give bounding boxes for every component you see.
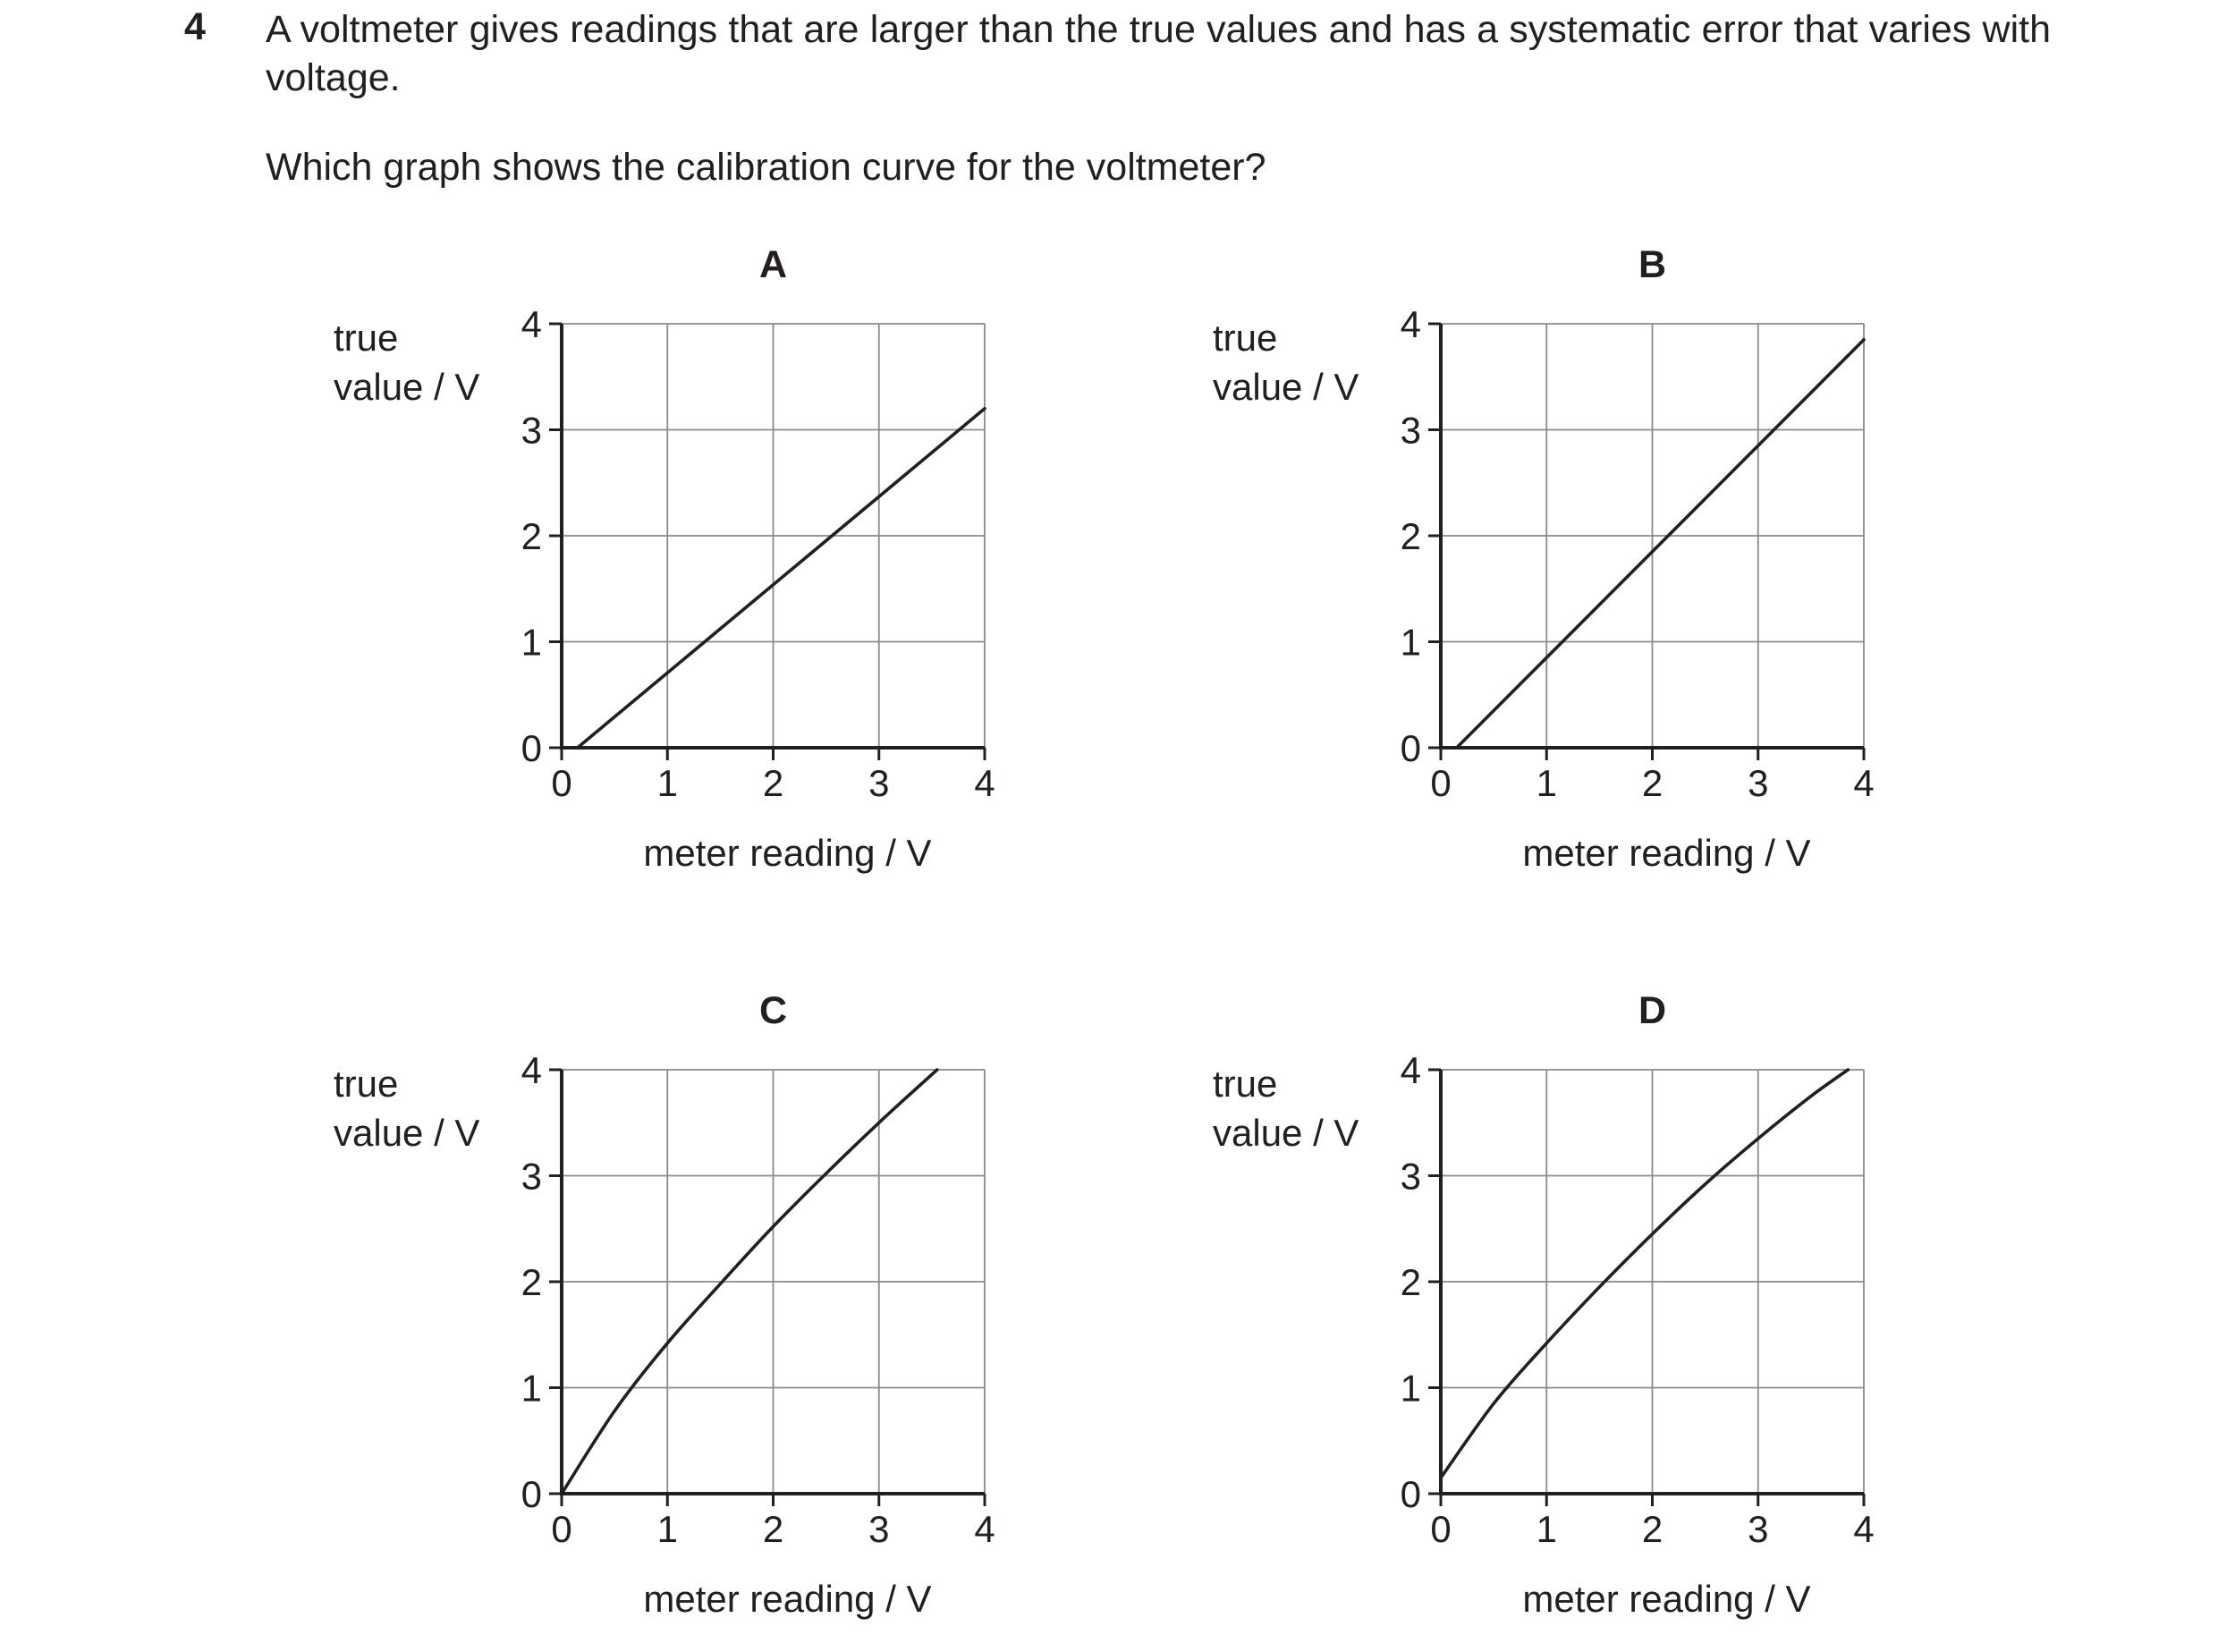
calibration-curve <box>1441 1070 1848 1478</box>
x-tick-label: 2 <box>1641 1508 1664 1550</box>
y-tick-label: 3 <box>1400 1155 1421 1198</box>
x-axis-label: meter reading / V <box>643 1578 932 1620</box>
graph-c <box>334 989 995 1620</box>
x-tick-label: 4 <box>974 1508 995 1550</box>
x-tick-label: 3 <box>868 1508 890 1550</box>
y-tick-label: 0 <box>1400 727 1421 769</box>
x-axis-label: meter reading / V <box>1522 832 1811 874</box>
x-tick-label: 0 <box>1430 1508 1452 1550</box>
x-axis-label: meter reading / V <box>643 832 932 874</box>
y-tick-label: 1 <box>521 621 542 664</box>
question-prompt: Which graph shows the calibration curve for the voltmeter? <box>266 146 1266 189</box>
y-axis-label: true value / V <box>1213 317 1359 408</box>
question-stem: A voltmeter gives readings that are larger than the true values and has a systematic error that varies with voltage. <box>266 8 2051 99</box>
y-tick-label: 4 <box>521 1049 542 1091</box>
x-tick-label: 1 <box>656 762 678 804</box>
calibration-curve <box>1457 340 1864 748</box>
graph-a <box>334 243 995 874</box>
x-tick-label: 4 <box>974 762 995 804</box>
x-tick-label: 0 <box>1430 762 1452 804</box>
x-tick-label: 2 <box>762 762 784 804</box>
y-tick-label: 3 <box>1400 409 1421 452</box>
x-tick-label: 2 <box>762 1508 784 1550</box>
x-tick-label: 1 <box>1536 1508 1557 1550</box>
y-tick-label: 3 <box>521 1155 542 1198</box>
x-tick-label: 3 <box>1748 1508 1769 1550</box>
y-tick-label: 1 <box>521 1367 542 1410</box>
graph-title: D <box>1638 989 1667 1032</box>
x-tick-label: 4 <box>1853 762 1875 804</box>
y-tick-label: 1 <box>1400 1367 1421 1410</box>
y-axis-label: true value / V <box>334 317 480 408</box>
x-tick-label: 3 <box>1748 762 1769 804</box>
graph-b <box>1213 243 1875 874</box>
x-tick-label: 0 <box>551 1508 572 1550</box>
y-tick-label: 4 <box>1400 1049 1421 1091</box>
graph-title: B <box>1638 243 1667 286</box>
y-tick-label: 1 <box>1400 621 1421 664</box>
x-tick-label: 2 <box>1641 762 1664 804</box>
question-number: 4 <box>184 5 206 48</box>
x-axis-label: meter reading / V <box>1522 1578 1811 1620</box>
y-tick-label: 3 <box>521 409 542 452</box>
graph-title: A <box>758 243 788 286</box>
x-tick-label: 4 <box>1853 1508 1875 1550</box>
y-tick-label: 0 <box>521 727 542 769</box>
y-tick-label: 4 <box>1400 303 1421 345</box>
y-tick-label: 2 <box>1400 1261 1421 1303</box>
x-tick-label: 0 <box>551 762 572 804</box>
y-tick-label: 2 <box>1400 515 1421 557</box>
x-tick-label: 3 <box>868 762 890 804</box>
graph-d <box>1213 989 1875 1620</box>
y-axis-label: true value / V <box>1213 1063 1359 1154</box>
x-tick-label: 1 <box>656 1508 678 1550</box>
x-tick-label: 1 <box>1536 762 1557 804</box>
graph-title: C <box>758 989 788 1032</box>
calibration-curve <box>578 409 985 748</box>
y-tick-label: 2 <box>521 1261 542 1303</box>
y-tick-label: 0 <box>521 1473 542 1515</box>
y-tick-label: 0 <box>1400 1473 1421 1515</box>
y-tick-label: 4 <box>521 303 542 345</box>
y-tick-label: 2 <box>521 515 542 557</box>
y-axis-label: true value / V <box>334 1063 480 1154</box>
